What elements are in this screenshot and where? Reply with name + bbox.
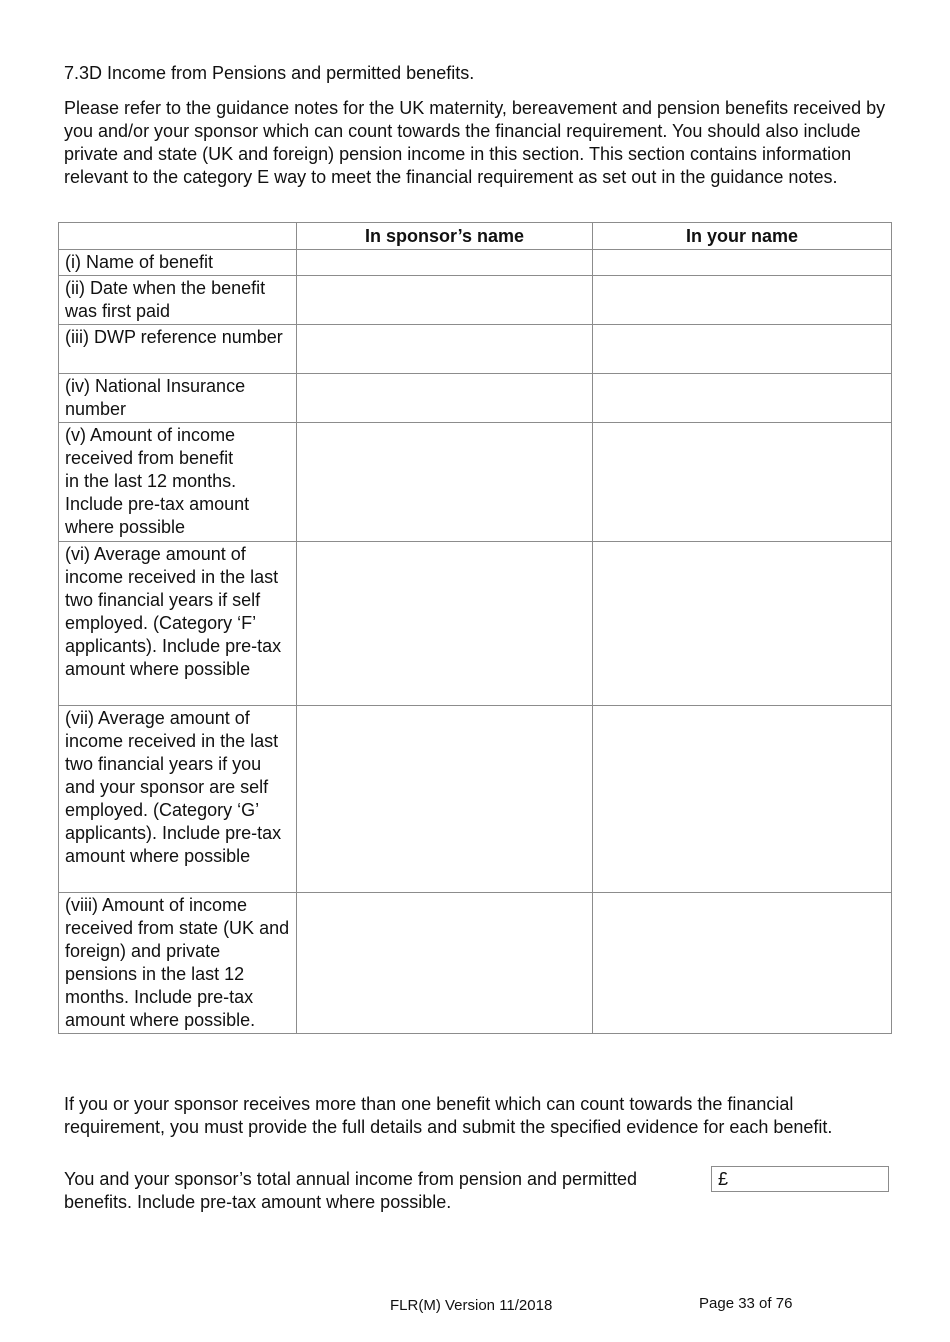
table-row bbox=[59, 276, 892, 325]
yours-input[interactable] bbox=[593, 542, 891, 564]
benefits-table bbox=[58, 222, 892, 1034]
total-income-input[interactable] bbox=[728, 1167, 888, 1191]
yours-cell bbox=[593, 276, 892, 325]
table-row bbox=[59, 706, 892, 893]
sponsor-input[interactable] bbox=[297, 542, 592, 564]
multiple-benefits-note: If you or your sponsor receives more than one benefit which can count towards the financial requirement, you must provide the full details and submit the specified evidence for each benefit. bbox=[64, 1094, 833, 1137]
row-label-name-of-benefit: (i) Name of benefit bbox=[59, 250, 297, 276]
yours-input[interactable] bbox=[593, 250, 891, 272]
table-row bbox=[59, 542, 892, 706]
yours-cell bbox=[593, 374, 892, 423]
sponsor-cell bbox=[297, 325, 593, 374]
table-row bbox=[59, 374, 892, 423]
yours-input[interactable] bbox=[593, 423, 891, 445]
row-label-national-insurance: (iv) National Insurance number bbox=[59, 374, 297, 423]
sponsor-input[interactable] bbox=[297, 423, 592, 445]
table-row bbox=[59, 423, 892, 542]
header-sponsor: In sponsor’s name bbox=[297, 223, 593, 250]
total-income-field bbox=[711, 1166, 889, 1192]
sponsor-cell bbox=[297, 276, 593, 325]
sponsor-cell bbox=[297, 374, 593, 423]
yours-input[interactable] bbox=[593, 325, 891, 347]
row-label-date-first-paid: (ii) Date when the benefit was first paid bbox=[59, 276, 297, 325]
header-yours: In your name bbox=[593, 223, 892, 250]
sponsor-cell bbox=[297, 706, 593, 893]
row-label-income-last-12-months: (v) Amount of income received from benefit in the last 12 months. Include pre-tax amount where possible bbox=[59, 423, 297, 542]
table-row bbox=[59, 893, 892, 1034]
table-header-row bbox=[59, 223, 892, 250]
yours-input[interactable] bbox=[593, 374, 891, 396]
yours-input[interactable] bbox=[593, 276, 891, 298]
pound-sign: £ bbox=[718, 1168, 729, 1189]
sponsor-input[interactable] bbox=[297, 893, 592, 915]
sponsor-input[interactable] bbox=[297, 374, 592, 396]
table-row bbox=[59, 325, 892, 374]
yours-cell bbox=[593, 423, 892, 542]
row-label-pensions: (viii) Amount of income received from state (UK and foreign) and private pensions in the last 12 months. Include pre-tax amount where possible. bbox=[59, 893, 297, 1034]
section-heading: 7.3D Income from Pensions and permitted benefits. bbox=[64, 63, 475, 83]
footer-page-number: Page 33 of 76 bbox=[699, 1295, 793, 1312]
sponsor-cell bbox=[297, 250, 593, 276]
table-row bbox=[59, 250, 892, 276]
yours-cell bbox=[593, 325, 892, 374]
sponsor-input[interactable] bbox=[297, 250, 592, 272]
row-label-category-g: (vii) Average amount of income received in the last two financial years if you and your sponsor are self employed. (Category ‘G’ applicants). Include pre-tax amount where possible bbox=[59, 706, 297, 893]
yours-input[interactable] bbox=[593, 893, 891, 915]
yours-cell bbox=[593, 250, 892, 276]
footer-version: FLR(M) Version 11/2018 bbox=[390, 1297, 553, 1314]
sponsor-input[interactable] bbox=[297, 706, 592, 728]
yours-cell bbox=[593, 893, 892, 1034]
header-blank bbox=[59, 223, 297, 250]
row-label-category-f: (vi) Average amount of income received in the last two financial years if self employed. (Category ‘F’ applicants). Include pre-tax amount where possible bbox=[59, 542, 297, 706]
sponsor-cell bbox=[297, 893, 593, 1034]
sponsor-input[interactable] bbox=[297, 276, 592, 298]
yours-cell bbox=[593, 542, 892, 706]
row-label-dwp-reference: (iii) DWP reference number bbox=[59, 325, 297, 374]
sponsor-cell bbox=[297, 542, 593, 706]
yours-cell bbox=[593, 706, 892, 893]
sponsor-cell bbox=[297, 423, 593, 542]
sponsor-input[interactable] bbox=[297, 325, 592, 347]
total-income-label: You and your sponsor’s total annual income from pension and permitted benefits. Include pre-tax amount where possible. bbox=[64, 1169, 638, 1212]
yours-input[interactable] bbox=[593, 706, 891, 728]
section-intro: Please refer to the guidance notes for the UK maternity, bereavement and pension benefits received by you and/or your sponsor which can count towards the financial requirement. You should also include private and state (UK and foreign) pension income in this section. This section contains information relevant to the category E way to meet the financial requirement as set out in the guidance notes. bbox=[64, 98, 886, 187]
